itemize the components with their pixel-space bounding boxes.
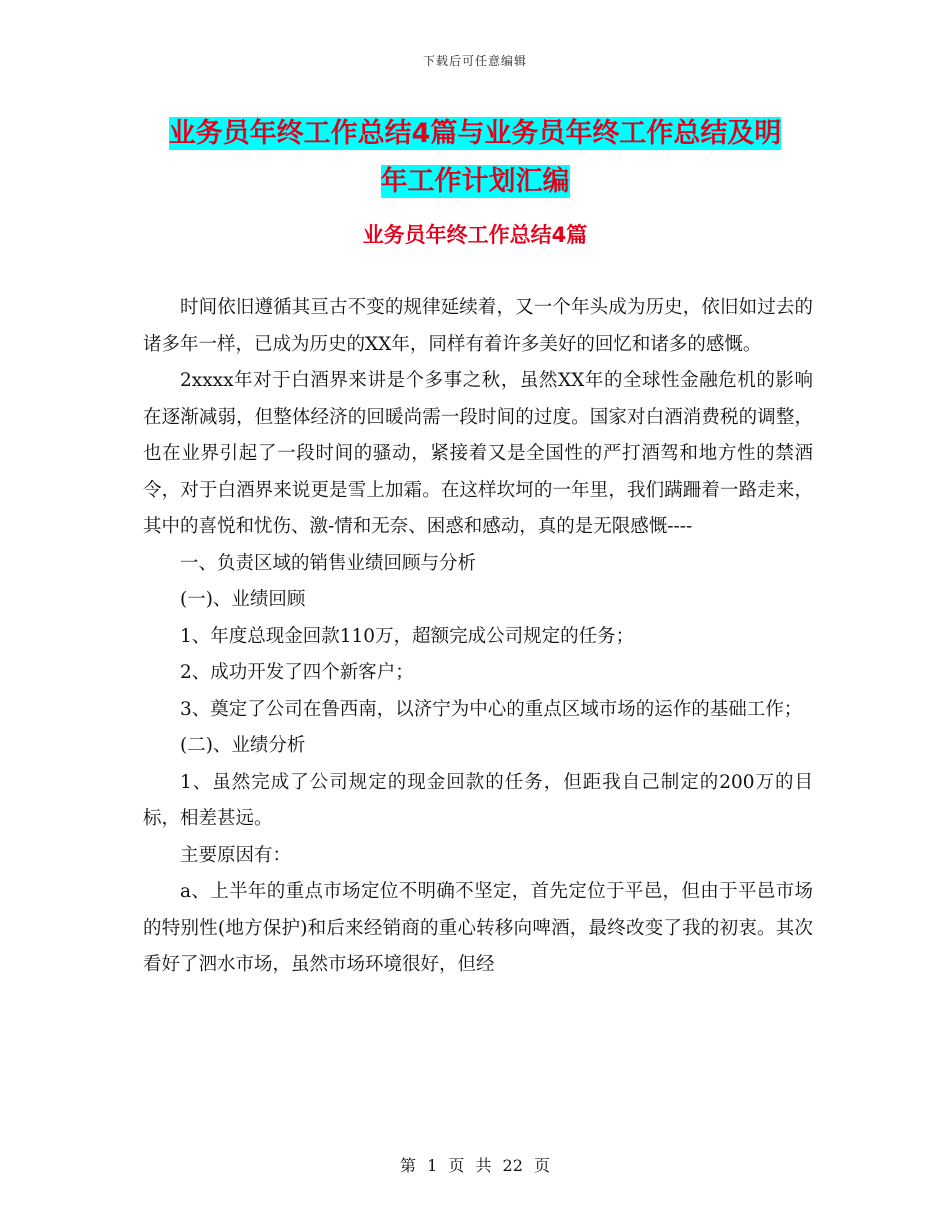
body-text — [143, 290, 813, 984]
paragraph: 3、奠定了公司在鲁西南，以济宁为中心的重点区域市场的运作的基础工作； — [180, 698, 803, 720]
document-title-line2: 年工作计划汇编 — [380, 166, 570, 197]
document-title — [140, 110, 810, 206]
paragraph: a、上半年的重点市场定位不明确不坚定，首先定位于平邑，但由于平邑市场的特别性(地方保护)和后来经销商的重心转移向啤酒，最终改变了我的初衷。其次看好了泗水市场，虽然市场环境很好，但经 — [143, 881, 813, 975]
paragraph: (一)、业绩回顾 — [180, 589, 306, 610]
paragraph: (二)、业绩分析 — [180, 735, 306, 756]
paragraph: 2、成功开发了四个新客户； — [180, 662, 414, 683]
page-number: 第 1 页 共 22 页 — [400, 1156, 550, 1175]
paragraph: 1、虽然完成了公司规定的现金回款的任务，但距我自己制定的200万的目标，相差甚远。 — [143, 771, 813, 829]
paragraph: 1、年度总现金回款110万，超额完成公司规定的任务； — [180, 625, 635, 647]
paragraph: 2xxxx年对于白酒界来讲是个多事之秋，虽然XX年的全球性金融危机的影响在逐渐减弱，但整体经济的回暖尚需一段时间的过度。国家对白酒消费税的调整，也在业界引起了一段时间的骚动，紧接着又是全国性的严打酒驾和地方性的禁酒令，对于白酒界来说更是雪上加霜。在这样坎坷的一年里，我们蹒跚着一路走来，其中的喜悦和忧伤、激-情和无奈、困惑和感动，真的是无限感慨---- — [143, 370, 813, 537]
paragraph: 主要原因有： — [180, 844, 292, 866]
paragraph: 时间依旧遵循其亘古不变的规律延续着，又一个年头成为历史，依旧如过去的诸多年一样，已成为历史的XX年，同样有着许多美好的回忆和诸多的感慨。 — [143, 297, 813, 355]
page-header-note: 下载后可任意编辑 — [422, 54, 527, 68]
paragraph: 一、负责区域的销售业绩回顾与分析 — [180, 552, 477, 574]
document-title-line1: 业务员年终工作总结4篇与业务员年终工作总结及明 — [168, 118, 782, 149]
section-title: 业务员年终工作总结4篇 — [362, 223, 588, 247]
